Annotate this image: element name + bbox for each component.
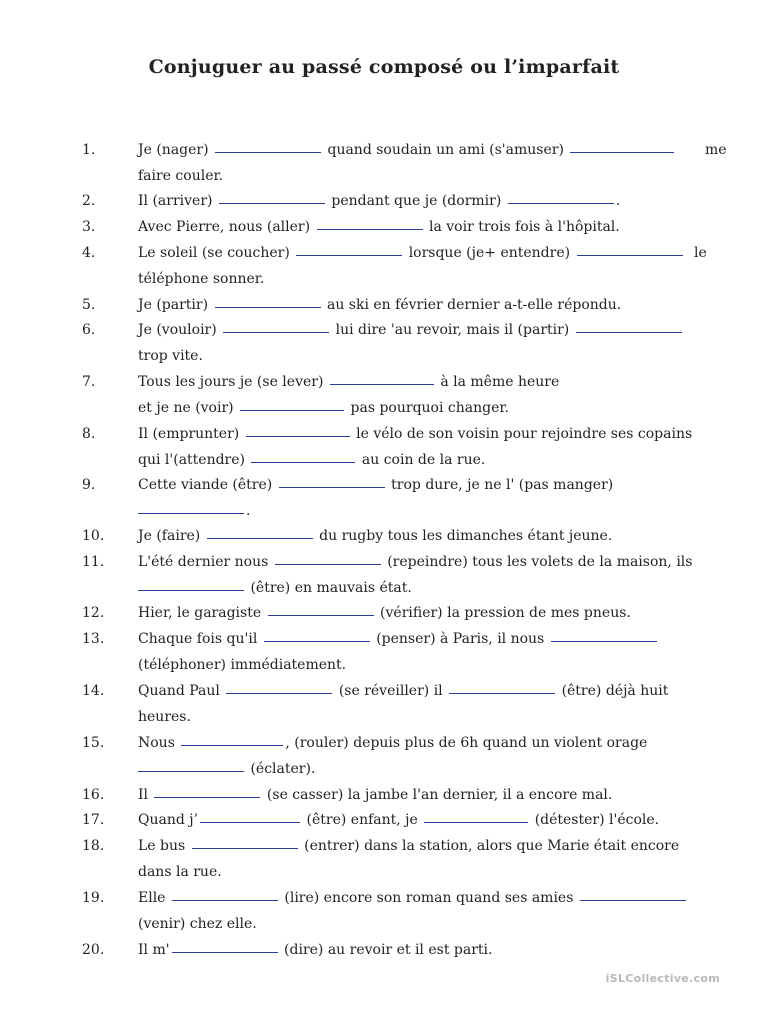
exercise-number: 19. <box>82 890 105 906</box>
answer-blank[interactable] <box>181 744 283 746</box>
exercise-number: 7. <box>82 374 96 390</box>
answer-blank[interactable] <box>138 770 244 772</box>
answer-blank[interactable] <box>138 512 244 514</box>
answer-blank[interactable] <box>570 151 674 153</box>
exercise-number: 20. <box>82 942 105 958</box>
answer-blank[interactable] <box>240 409 344 411</box>
answer-blank[interactable] <box>279 486 385 488</box>
exercise-number: 18. <box>82 838 105 854</box>
answer-blank[interactable] <box>192 847 298 849</box>
exercise-number: 2. <box>82 193 96 209</box>
exercise-number: 5. <box>82 297 96 313</box>
exercise-number: 14. <box>82 683 105 699</box>
exercise-number: 11. <box>82 554 105 570</box>
answer-blank[interactable] <box>215 306 321 308</box>
exercise-number: 16. <box>82 787 105 803</box>
answer-blank[interactable] <box>268 614 374 616</box>
watermark: iSLCollective.com <box>605 972 720 985</box>
exercise-number: 1. <box>82 142 96 158</box>
exercise-number: 3. <box>82 219 96 235</box>
answer-blank[interactable] <box>200 821 300 823</box>
answer-blank[interactable] <box>251 461 355 463</box>
answer-blank[interactable] <box>219 202 325 204</box>
answer-blank[interactable] <box>226 692 332 694</box>
answer-blank[interactable] <box>223 331 329 333</box>
answer-blank[interactable] <box>576 331 682 333</box>
answer-blank[interactable] <box>246 435 350 437</box>
exercise-number: 6. <box>82 322 96 338</box>
exercise-number: 15. <box>82 735 105 751</box>
answer-blank[interactable] <box>264 640 370 642</box>
exercise-number: 12. <box>82 605 105 621</box>
answer-blank[interactable] <box>330 383 434 385</box>
answer-blank[interactable] <box>275 563 381 565</box>
answer-blank[interactable] <box>580 899 686 901</box>
exercise-number: 9. <box>82 477 96 493</box>
answer-blank[interactable] <box>508 202 614 204</box>
page-title: Conjuguer au passé composé ou l’imparfait <box>148 56 620 78</box>
answer-blank[interactable] <box>317 228 423 230</box>
answer-blank[interactable] <box>449 692 555 694</box>
exercise-number: 13. <box>82 631 105 647</box>
answer-blank[interactable] <box>138 589 244 591</box>
answer-blank[interactable] <box>207 537 313 539</box>
exercise-number: 10. <box>82 528 105 544</box>
answer-blank[interactable] <box>172 899 278 901</box>
answer-blank[interactable] <box>215 151 321 153</box>
answer-blank[interactable] <box>154 796 260 798</box>
answer-blank[interactable] <box>424 821 528 823</box>
exercise-number: 17. <box>82 812 105 828</box>
answer-blank[interactable] <box>551 640 657 642</box>
answer-blank[interactable] <box>172 951 278 953</box>
answer-blank[interactable] <box>577 254 683 256</box>
exercise-number: 8. <box>82 426 96 442</box>
exercise-number: 4. <box>82 245 96 261</box>
answer-blank[interactable] <box>296 254 402 256</box>
